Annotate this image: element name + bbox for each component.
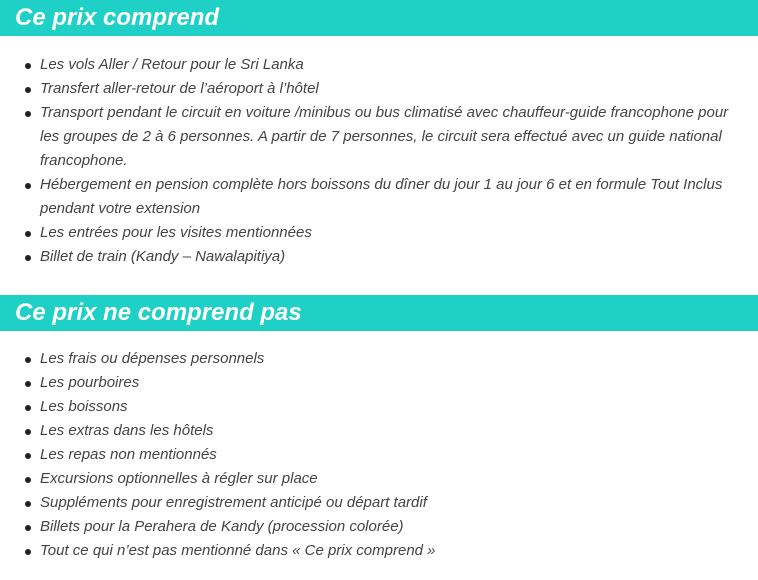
bullet-icon — [25, 381, 31, 387]
excluded-list-item — [0, 443, 758, 467]
excluded-item-text: Les repas non mentionnés — [40, 446, 217, 463]
included-item-text: Les vols Aller / Retour pour le Sri Lanka — [40, 56, 304, 73]
excluded-item-text: Suppléments pour enregistrement anticipé ou départ tardif — [40, 494, 427, 511]
excluded-item-text: Les pourboires — [40, 374, 140, 391]
excluded-item-text: Les extras dans les hôtels — [40, 422, 214, 439]
excluded-list-item — [0, 491, 758, 515]
included-item-text: Transport pendant le circuit en voiture /minibus ou bus climatisé avec chauffeur-guide francophone pour les groupes de 2 à 6 personnes. A partir de 7 personnes, le circuit sera effectué avec un guide national francophone. — [40, 104, 729, 169]
bullet-icon — [25, 429, 31, 435]
bullet-icon — [25, 453, 31, 459]
included-list-item — [0, 221, 758, 245]
excluded-section-title: Ce prix ne comprend pas — [0, 295, 758, 331]
included-item-text: Transfert aller-retour de l’aéroport à l’hôtel — [40, 80, 319, 97]
included-list — [0, 53, 758, 269]
included-item-text: Billet de train (Kandy – Nawalapitiya) — [40, 248, 286, 265]
included-list-item — [0, 77, 758, 101]
bullet-icon — [25, 501, 31, 507]
included-list-item — [0, 53, 758, 77]
bullet-icon — [25, 549, 31, 555]
excluded-list-item — [0, 371, 758, 395]
bullet-icon — [25, 525, 31, 531]
bullet-icon — [25, 477, 31, 483]
excluded-item-text: Billets pour la Perahera de Kandy (procession colorée) — [40, 518, 404, 535]
bullet-icon — [25, 231, 31, 237]
excluded-list-item — [0, 539, 758, 563]
bullet-icon — [25, 405, 31, 411]
excluded-item-text: Tout ce qui n’est pas mentionné dans « Ce prix comprend » — [40, 542, 436, 559]
bullet-icon — [25, 183, 31, 189]
bullet-icon — [25, 63, 31, 69]
bullet-icon — [25, 87, 31, 93]
included-item-text: Les entrées pour les visites mentionnées — [40, 224, 312, 241]
excluded-list-item — [0, 347, 758, 371]
excluded-item-text: Excursions optionnelles à régler sur place — [40, 470, 318, 487]
excluded-item-text: Les frais ou dépenses personnels — [40, 350, 265, 367]
included-list-item — [0, 173, 758, 221]
included-item-text: Hébergement en pension complète hors boissons du dîner du jour 1 au jour 6 et en formule Tout Inclus pendant votre extension — [40, 176, 723, 217]
included-list-item — [0, 101, 758, 173]
bullet-icon — [25, 111, 31, 117]
bullet-icon — [25, 357, 31, 363]
excluded-list-item — [0, 515, 758, 539]
excluded-list — [0, 347, 758, 563]
excluded-item-text: Les boissons — [40, 398, 128, 415]
bullet-icon — [25, 255, 31, 261]
excluded-list-item — [0, 467, 758, 491]
excluded-list-item — [0, 419, 758, 443]
included-section-title: Ce prix comprend — [0, 0, 758, 36]
excluded-list-item — [0, 395, 758, 419]
included-list-item — [0, 245, 758, 269]
